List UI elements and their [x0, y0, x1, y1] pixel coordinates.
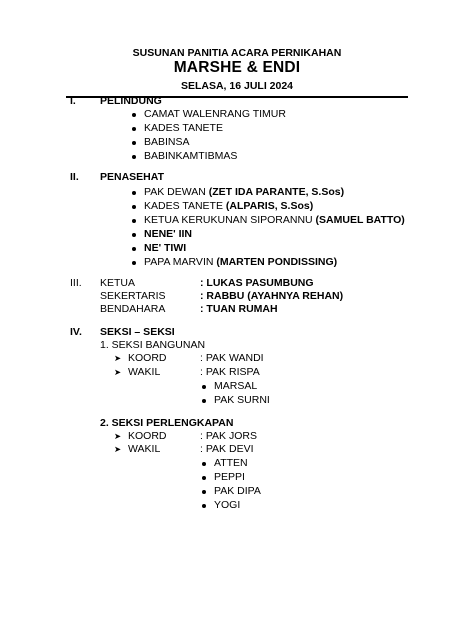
item-text: PAPA MARVIN	[144, 256, 217, 268]
section-2-title: PENASEHAT	[100, 171, 164, 183]
document-date: SELASA, 16 JULI 2024	[180, 80, 294, 92]
bullet-icon	[132, 155, 136, 159]
section-1-title: PELINDUNG	[100, 95, 162, 107]
list-item	[144, 186, 344, 199]
koord-value: : PAK WANDI	[200, 352, 264, 364]
list-item: CAMAT WALENRANG TIMUR	[144, 108, 286, 120]
bullet-icon	[132, 141, 136, 145]
list-item	[144, 200, 313, 213]
bullet-icon	[132, 219, 136, 223]
member-item: ATTEN	[214, 457, 248, 469]
wakil-label: WAKIL	[128, 366, 161, 378]
arrow-bullet-icon: ➤	[114, 367, 122, 377]
item-text: KETUA KERUKUNAN SIPORANNU	[144, 214, 316, 226]
member-item: PAK DIPA	[214, 485, 261, 497]
list-item: BABINSA	[144, 136, 190, 148]
item-name: (ALPARIS, S.Sos)	[225, 200, 314, 212]
member-item: PEPPI	[214, 471, 245, 483]
bullet-icon	[132, 127, 136, 131]
role-value: : LUKAS PASUMBUNG	[200, 277, 314, 289]
member-item: MARSAL	[214, 380, 258, 392]
item-name: NENE' IIN	[144, 228, 193, 240]
item-name: (MARTEN PONDISSING)	[216, 256, 338, 268]
member-item: PAK SURNI	[214, 394, 270, 406]
bullet-icon	[202, 385, 206, 389]
document-subtitle: SUSUNAN PANITIA ACARA PERNIKAHAN	[132, 47, 342, 59]
subsection-1-title: 1. SEKSI BANGUNAN	[100, 339, 206, 351]
role-label: SEKERTARIS	[100, 290, 166, 302]
item-text: KADES TANETE	[144, 200, 226, 212]
bullet-icon	[202, 462, 206, 466]
document-title: MARSHE & ENDI	[173, 59, 301, 76]
bullet-icon	[202, 490, 206, 494]
section-2-number: II.	[70, 171, 79, 183]
bullet-icon	[202, 399, 206, 403]
item-name: NE' TIWI	[144, 242, 187, 254]
bullet-icon	[202, 476, 206, 480]
list-item	[144, 256, 337, 269]
koord-label: KOORD	[128, 430, 167, 442]
role-value: : TUAN RUMAH	[200, 303, 278, 315]
arrow-bullet-icon: ➤	[114, 431, 122, 441]
item-name: (ZET IDA PARANTE, S.Sos)	[208, 186, 345, 198]
bullet-icon	[132, 247, 136, 251]
wakil-value: : PAK RISPA	[200, 366, 260, 378]
section-4-title: SEKSI – SEKSI	[100, 326, 175, 338]
section-3-number: III.	[70, 277, 82, 289]
item-name: (SAMUEL BATTO)	[315, 214, 405, 226]
role-label: BENDAHARA	[100, 303, 166, 315]
bullet-icon	[132, 191, 136, 195]
koord-value: : PAK JORS	[200, 430, 257, 442]
wakil-value: : PAK DEVI	[200, 443, 254, 455]
list-item	[144, 214, 405, 227]
bullet-icon	[202, 504, 206, 508]
role-label: KETUA	[100, 277, 136, 289]
item-text: PAK DEWAN	[144, 186, 209, 198]
section-1-number: I.	[70, 95, 76, 107]
koord-label: KOORD	[128, 352, 167, 364]
list-item: BABINKAMTIBMAS	[144, 150, 238, 162]
subsection-2-title: 2. SEKSI PERLENGKAPAN	[100, 417, 234, 429]
role-value: : RABBU (AYAHNYA REHAN)	[200, 290, 344, 302]
bullet-icon	[132, 205, 136, 209]
arrow-bullet-icon: ➤	[114, 353, 122, 363]
bullet-icon	[132, 261, 136, 265]
list-item: KADES TANETE	[144, 122, 223, 134]
section-4-number: IV.	[70, 326, 82, 338]
arrow-bullet-icon: ➤	[114, 444, 122, 454]
list-item	[144, 228, 192, 241]
wakil-label: WAKIL	[128, 443, 161, 455]
bullet-icon	[132, 233, 136, 237]
member-item: YOGI	[214, 499, 241, 511]
list-item	[144, 242, 186, 255]
bullet-icon	[132, 113, 136, 117]
